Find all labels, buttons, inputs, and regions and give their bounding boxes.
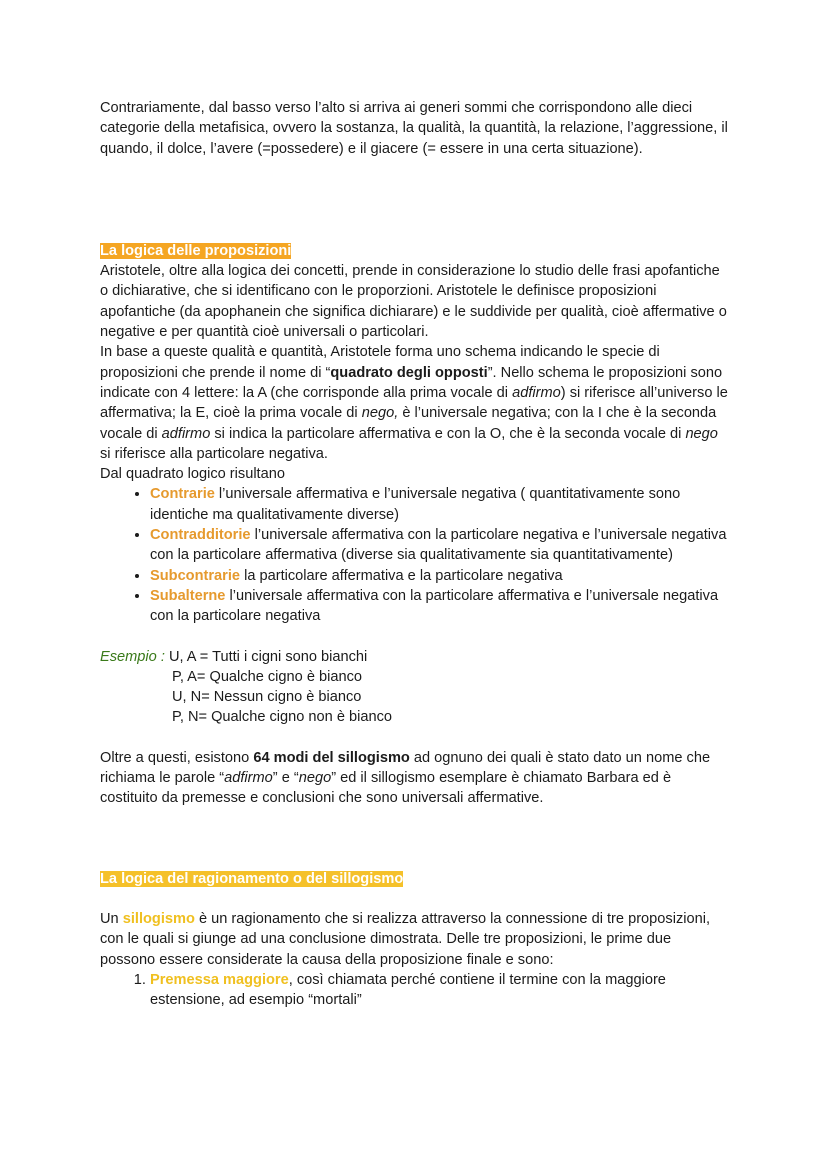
intro-paragraph: Contrariamente, dal basso verso l’alto si arriva ai generi sommi che corrispondono alle dieci categorie della metafisica, ovvero la sostanza, la qualità, la quantità, la relazione, l’aggressione, il quando, il dolce, l’avere (=possedere) e il giacere (= essere in una certa situazione). xyxy=(100,100,728,157)
example-block xyxy=(100,647,730,728)
paragraph-quadrato: In base a queste qualità e quantità, Aristotele forma uno schema indicando le specie di proposizioni che prende il nome di “quadrato degli opposti”. Nello schema le proposizioni sono indicate con 4 lettere: la A (che corrisponde alla prima vocale di adfirmo) si riferisce all’universo le affermativa; la E, cioè la prima vocale di nego, è l’universale negativa; con la I che è la seconda vocale di adfirmo si indica la particolare affermativa e con la O, che è la seconda vocale di nego si riferisce alla particolare negativa. xyxy=(100,344,728,462)
paragraph-modi-sillogismo: Oltre a questi, esistono 64 modi del sillogismo ad ognuno dei quali è stato dato un nome che richiama le parole “adfirmo” e “nego” ed il sillogismo esemplare è chiamato Barbara ed è costituito da premesse e conclusioni che sono universali affermative. xyxy=(100,749,711,807)
paragraph-apofantiche: Aristotele, oltre alla logica dei concetti, prende in considerazione lo studio delle frasi apofantiche o dichiarative, che si identificano con le proporzioni. Aristotele le definisce proposizioni apofantiche (da apophanein che significa dichiarare) e le suddivide per qualità, cioè affermative o negative e per quantità cioè universali o particolari. xyxy=(100,263,727,341)
list-item: • Contradditorie l’universale affermativa con la particolare negativa e l’universale negativa con la particolare affermativa (diverse sia qualitativamente sia quantitativamente) xyxy=(150,525,730,566)
paragraph-risultano: Dal quadrato logico risultano xyxy=(100,466,285,483)
premises-list xyxy=(100,970,730,1011)
example-line: Esempio : U, A = Tutti i cigni sono bianchi xyxy=(100,648,368,665)
paragraph-sillogismo: Un sillogismo è un ragionamento che si realizza attraverso la connessione di tre proposizioni, con le quali si giunge ad una conclusione dimostrata. Delle tre proposizioni, le prime due possono essere considerate la causa della proposizione finale e sono: xyxy=(100,910,711,968)
section-heading-sillogismo: La logica del ragionamento o del sillogismo xyxy=(100,870,404,887)
example-line: P, A= Qualche cigno è bianco xyxy=(172,668,362,685)
list-item: • Subalterne l’universale affermativa con la particolare affermativa e l’universale negativa con la particolare negativa xyxy=(150,586,730,627)
example-label: Esempio : xyxy=(100,648,165,665)
example-line: U, N= Nessun cigno è bianco xyxy=(172,689,362,706)
example-line: P, N= Qualche cigno non è bianco xyxy=(172,709,393,726)
opposites-list xyxy=(100,484,730,626)
document-page xyxy=(100,98,730,1010)
list-item: 1. Premessa maggiore, così chiamata perché contiene il termine con la maggiore estensione, ad esempio “mortali” xyxy=(150,970,730,1011)
list-item: • Subcontrarie la particolare affermativa e la particolare negativa xyxy=(150,566,730,586)
list-item: • Contrarie l’universale affermativa e l’universale negativa ( quantitativamente sono identiche ma qualitativamente diverse) xyxy=(150,484,730,525)
section-heading-proposizioni: La logica delle proposizioni xyxy=(100,242,292,259)
